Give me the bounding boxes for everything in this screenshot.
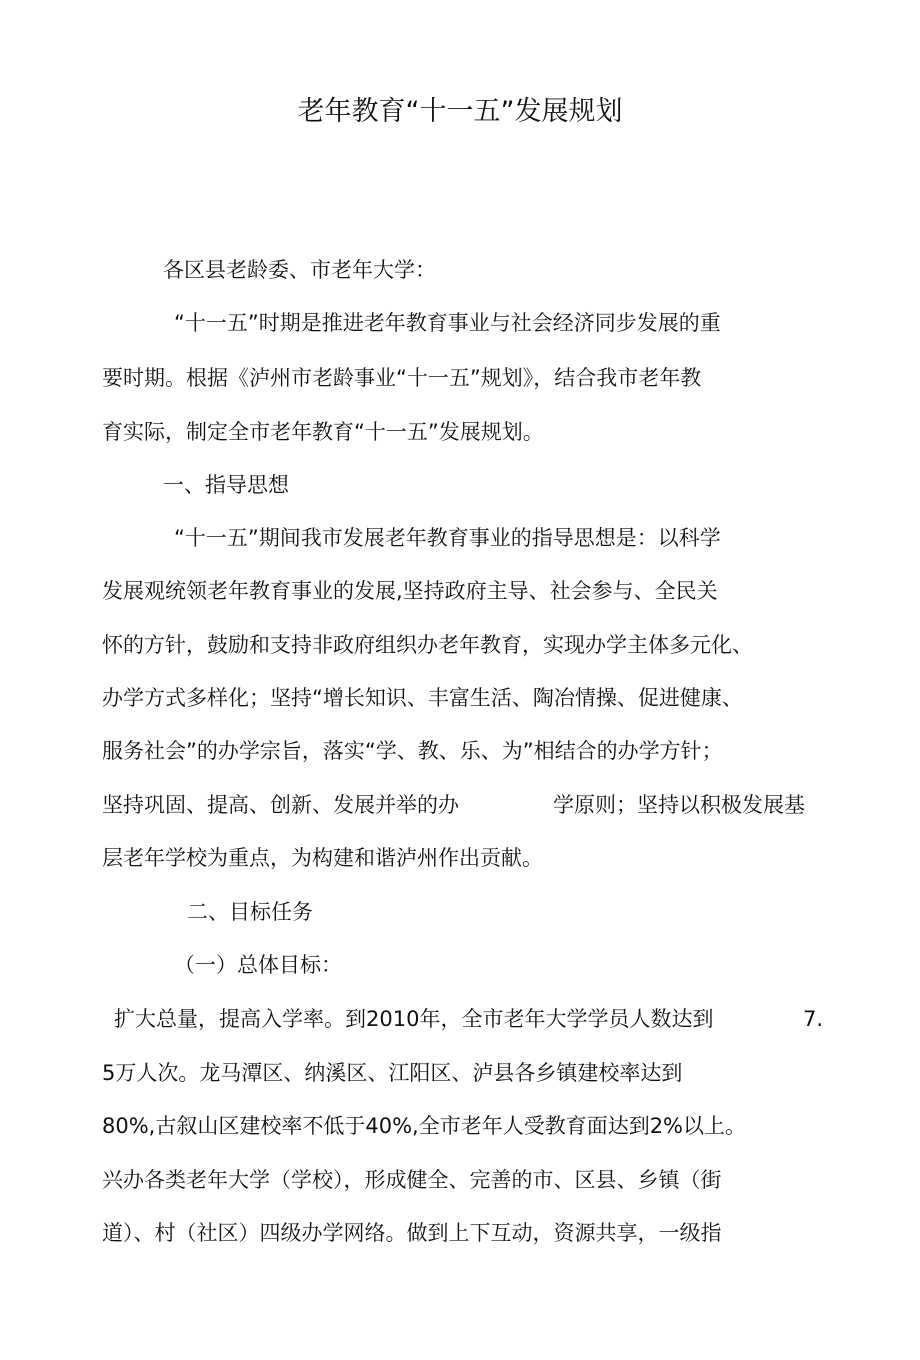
salutation: 各区县老龄委、市老年大学： bbox=[163, 258, 436, 282]
section-heading: 一、指导思想 bbox=[163, 473, 289, 497]
paragraph-line: “十一五”期间我市发展老年教育事业的指导思想是：以科学 bbox=[174, 526, 721, 550]
paragraph-line: 坚持巩固、提高、创新、发展并举的办 bbox=[102, 793, 459, 817]
paragraph-line: 学原则；坚持以积极发展基 bbox=[553, 793, 805, 817]
paragraph-line: 发展观统领老年教育事业的发展,坚持政府主导、社会参与、全民关 bbox=[102, 579, 718, 603]
paragraph-line: 兴办各类老年大学（学校），形成健全、完善的市、区县、乡镇（街 bbox=[102, 1168, 722, 1192]
paragraph-line: 7. bbox=[803, 1007, 824, 1031]
document-title: 老年教育“十一五”发展规划 bbox=[297, 96, 623, 127]
subsection-heading: （一）总体目标： bbox=[174, 953, 342, 977]
paragraph-line: 道）、村（社区）四级办学网络。做到上下互动，资源共享，一级指 bbox=[102, 1221, 722, 1245]
paragraph-line: 层老年学校为重点，为构建和谐泸州作出贡献。 bbox=[102, 846, 543, 870]
paragraph-line: 服务社会”的办学宗旨，落实“学、教、乐、为”相结合的办学方针； bbox=[102, 739, 723, 763]
paragraph-line: 80%,古叙山区建校率不低于40%,全市老年人受教育面达到2%以上。 bbox=[102, 1114, 747, 1138]
paragraph-line: 5万人次。龙马潭区、纳溪区、江阳区、泸县各乡镇建校率达到 bbox=[102, 1061, 683, 1085]
paragraph-line: 育实际，制定全市老年教育“十一五”发展规划。 bbox=[102, 420, 544, 444]
paragraph-line: 办学方式多样化；坚持“增长知识、丰富生活、陶冶情操、促进健康、 bbox=[102, 686, 743, 710]
paragraph-line: 要时期。根据《泸州市老龄事业“十一五”规划》，结合我市老年教 bbox=[102, 366, 702, 390]
section-heading: 二、目标任务 bbox=[187, 900, 313, 924]
paragraph-line: “十一五”时期是推进老年教育事业与社会经济同步发展的重 bbox=[174, 311, 721, 335]
paragraph-line: 怀的方针，鼓励和支持非政府组织办老年教育，实现办学主体多元化、 bbox=[102, 633, 753, 657]
paragraph-line: 扩大总量，提高入学率。到2010年，全市老年大学学员人数达到 bbox=[114, 1007, 714, 1031]
